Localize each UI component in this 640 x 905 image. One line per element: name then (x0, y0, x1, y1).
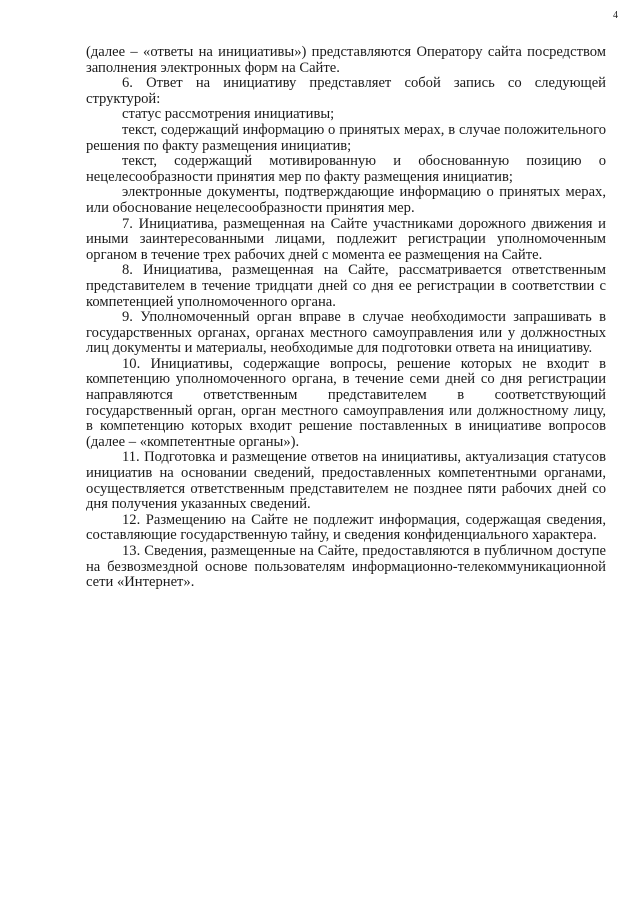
paragraph-7: 7. Инициатива, размещенная на Сайте участниками дорожного движения и иными заинтересованными лицами, подлежит регистрации уполномоченным органом в течение трех рабочих дней с момента ее размещения на Сайте. (86, 215, 606, 263)
paragraph-11: 11. Подготовка и размещение ответов на инициативы, актуализация статусов инициатив на основании сведений, предоставленных компетентными органами, осуществляется ответственным представителем не позднее пяти рабочих дней со дня получения указанных сведений. (86, 449, 606, 513)
paragraph-6-item-refusal: текст, содержащий мотивированную и обоснованную позицию о нецелесообразности принятия мер по факту размещения инициатив; (86, 153, 606, 185)
document-body (86, 45, 606, 591)
paragraph-6: 6. Ответ на инициативу представляет собой запись со следующей структурой: (86, 75, 606, 107)
paragraph-6-item-documents: электронные документы, подтверждающие информацию о принятых мерах, или обоснование нецелесообразности принятия мер. (86, 184, 606, 216)
paragraph-13: 13. Сведения, размещенные на Сайте, предоставляются в публичном доступе на безвозмездной основе пользователям информационно-телекоммуникационной сети «Интернет». (86, 543, 606, 591)
page-number: 4 (613, 10, 618, 21)
paragraph-continuation: (далее – «ответы на инициативы») представляются Оператору сайта посредством заполнения электронных форм на Сайте. (86, 44, 606, 76)
paragraph-12: 12. Размещению на Сайте не подлежит информация, содержащая сведения, составляющие государственную тайну, и сведения конфиденциального характера. (86, 511, 606, 544)
paragraph-6-item-measures: текст, содержащий информацию о принятых мерах, в случае положительного решения по факту размещения инициатив; (86, 121, 606, 154)
paragraph-9: 9. Уполномоченный орган вправе в случае необходимости запрашивать в государственных органах, органах местного самоуправления или у должностных лиц документы и материалы, необходимые для подготовки ответа на инициативу. (86, 309, 606, 357)
paragraph-6-item-status: статус рассмотрения инициативы; (122, 106, 335, 123)
paragraph-8: 8. Инициатива, размещенная на Сайте, рассматривается ответственным представителем в течение тридцати дней со дня ее регистрации в соответствии с компетенцией уполномоченного органа. (86, 262, 606, 310)
paragraph-10: 10. Инициативы, содержащие вопросы, решение которых не входит в компетенцию уполномоченного органа, в течение семи дней со дня регистрации направляются ответственным представителем в соответствующий государственный орган, орган местного самоуправления или должностному лицу, в компетенцию которых входит решение поставленных в инициативе вопросов (далее – «компетентные органы»). (86, 355, 606, 450)
